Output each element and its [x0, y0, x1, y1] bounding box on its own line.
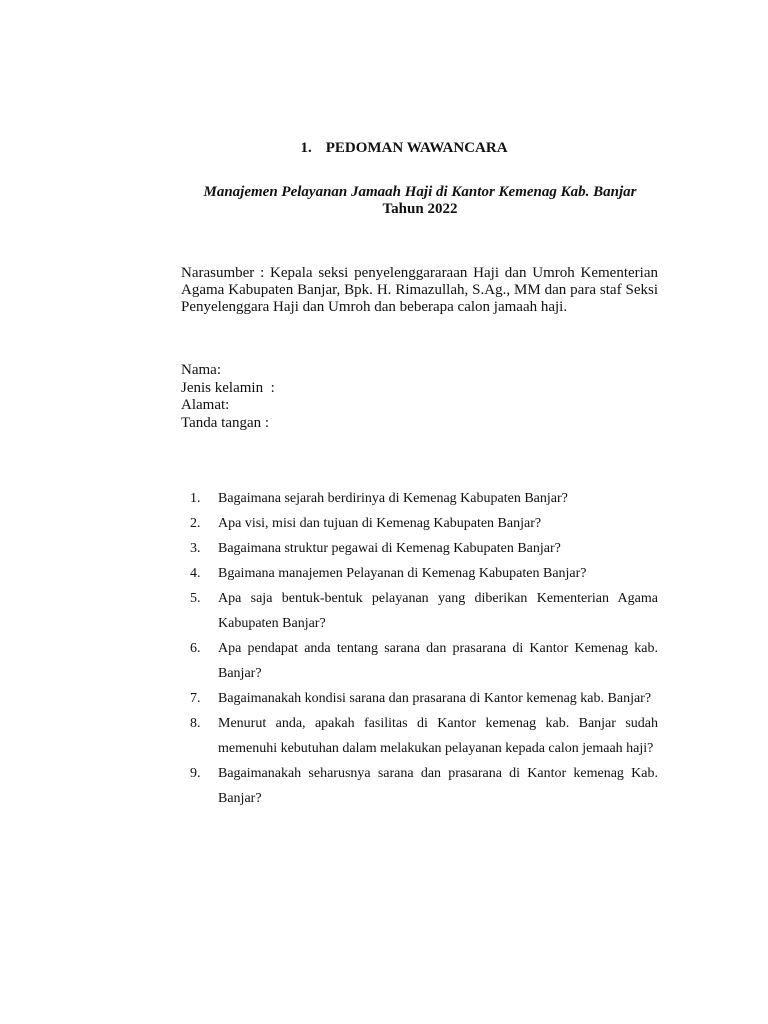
identity-fields [181, 362, 275, 432]
narasumber-paragraph: Narasumber : Kepala seksi penyelenggararaan Haji dan Umroh Kementerian Agama Kabupaten Banjar, Bpk. H. Rimazullah, S.Ag., MM dan para staf Seksi Penyelenggara Haji dan Umroh dan beberapa calon jamaah haji. [181, 265, 658, 315]
heading-number: 1. [300, 140, 312, 156]
question-text: Bagaimanakah kondisi sarana dan prasarana di Kantor kemenag kab. Banjar? [218, 691, 652, 706]
question-item [181, 561, 658, 586]
document-subtitle [182, 184, 658, 218]
question-number: 1. [190, 491, 201, 506]
question-number: 6. [190, 641, 201, 656]
field-alamat: Alamat: [181, 397, 230, 413]
question-item [181, 486, 658, 511]
question-text: Bgaimana manajemen Pelayanan di Kemenag Kabupaten Banjar? [218, 566, 587, 581]
question-text: Bagaimana struktur pegawai di Kemenag Kabupaten Banjar? [218, 541, 561, 556]
question-text: Apa saja bentuk-bentuk pelayanan yang diberikan Kementerian Agama Kabupaten Banjar? [218, 591, 658, 631]
question-text: Menurut anda, apakah fasilitas di Kantor kemenag kab. Banjar sudah memenuhi kebutuhan dalam melakukan pelayanan kepada calon jemaah haji? [218, 716, 658, 756]
question-text: Bagaimana sejarah berdirinya di Kemenag Kabupaten Banjar? [218, 491, 568, 506]
question-item [181, 636, 658, 686]
question-item [181, 511, 658, 536]
question-list [181, 486, 658, 811]
question-number: 8. [190, 716, 201, 731]
page-title [0, 139, 768, 157]
question-number: 2. [190, 516, 201, 531]
question-number: 7. [190, 691, 201, 706]
question-item [181, 586, 658, 636]
question-item [181, 761, 658, 811]
question-number: 4. [190, 566, 201, 581]
field-tanda-tangan: Tanda tangan : [181, 414, 270, 431]
question-number: 9. [190, 766, 201, 781]
field-jenis-kelamin: Jenis kelamin : [181, 379, 275, 396]
subtitle-year: Tahun 2022 [382, 201, 458, 217]
field-nama: Nama: [181, 362, 221, 378]
question-item [181, 711, 658, 761]
question-text: Bagaimanakah seharusnya sarana dan prasarana di Kantor kemenag Kab. Banjar? [218, 766, 658, 806]
question-item [181, 686, 658, 711]
question-item [181, 536, 658, 561]
question-number: 3. [190, 541, 201, 556]
question-number: 5. [190, 591, 201, 606]
question-text: Apa visi, misi dan tujuan di Kemenag Kabupaten Banjar? [218, 516, 542, 531]
subtitle-line-1: Manajemen Pelayanan Jamaah Haji di Kantor Kemenag Kab. Banjar [203, 184, 637, 200]
heading-title: PEDOMAN WAWANCARA [325, 140, 508, 156]
question-text: Apa pendapat anda tentang sarana dan prasarana di Kantor Kemenag kab. Banjar? [218, 641, 658, 681]
